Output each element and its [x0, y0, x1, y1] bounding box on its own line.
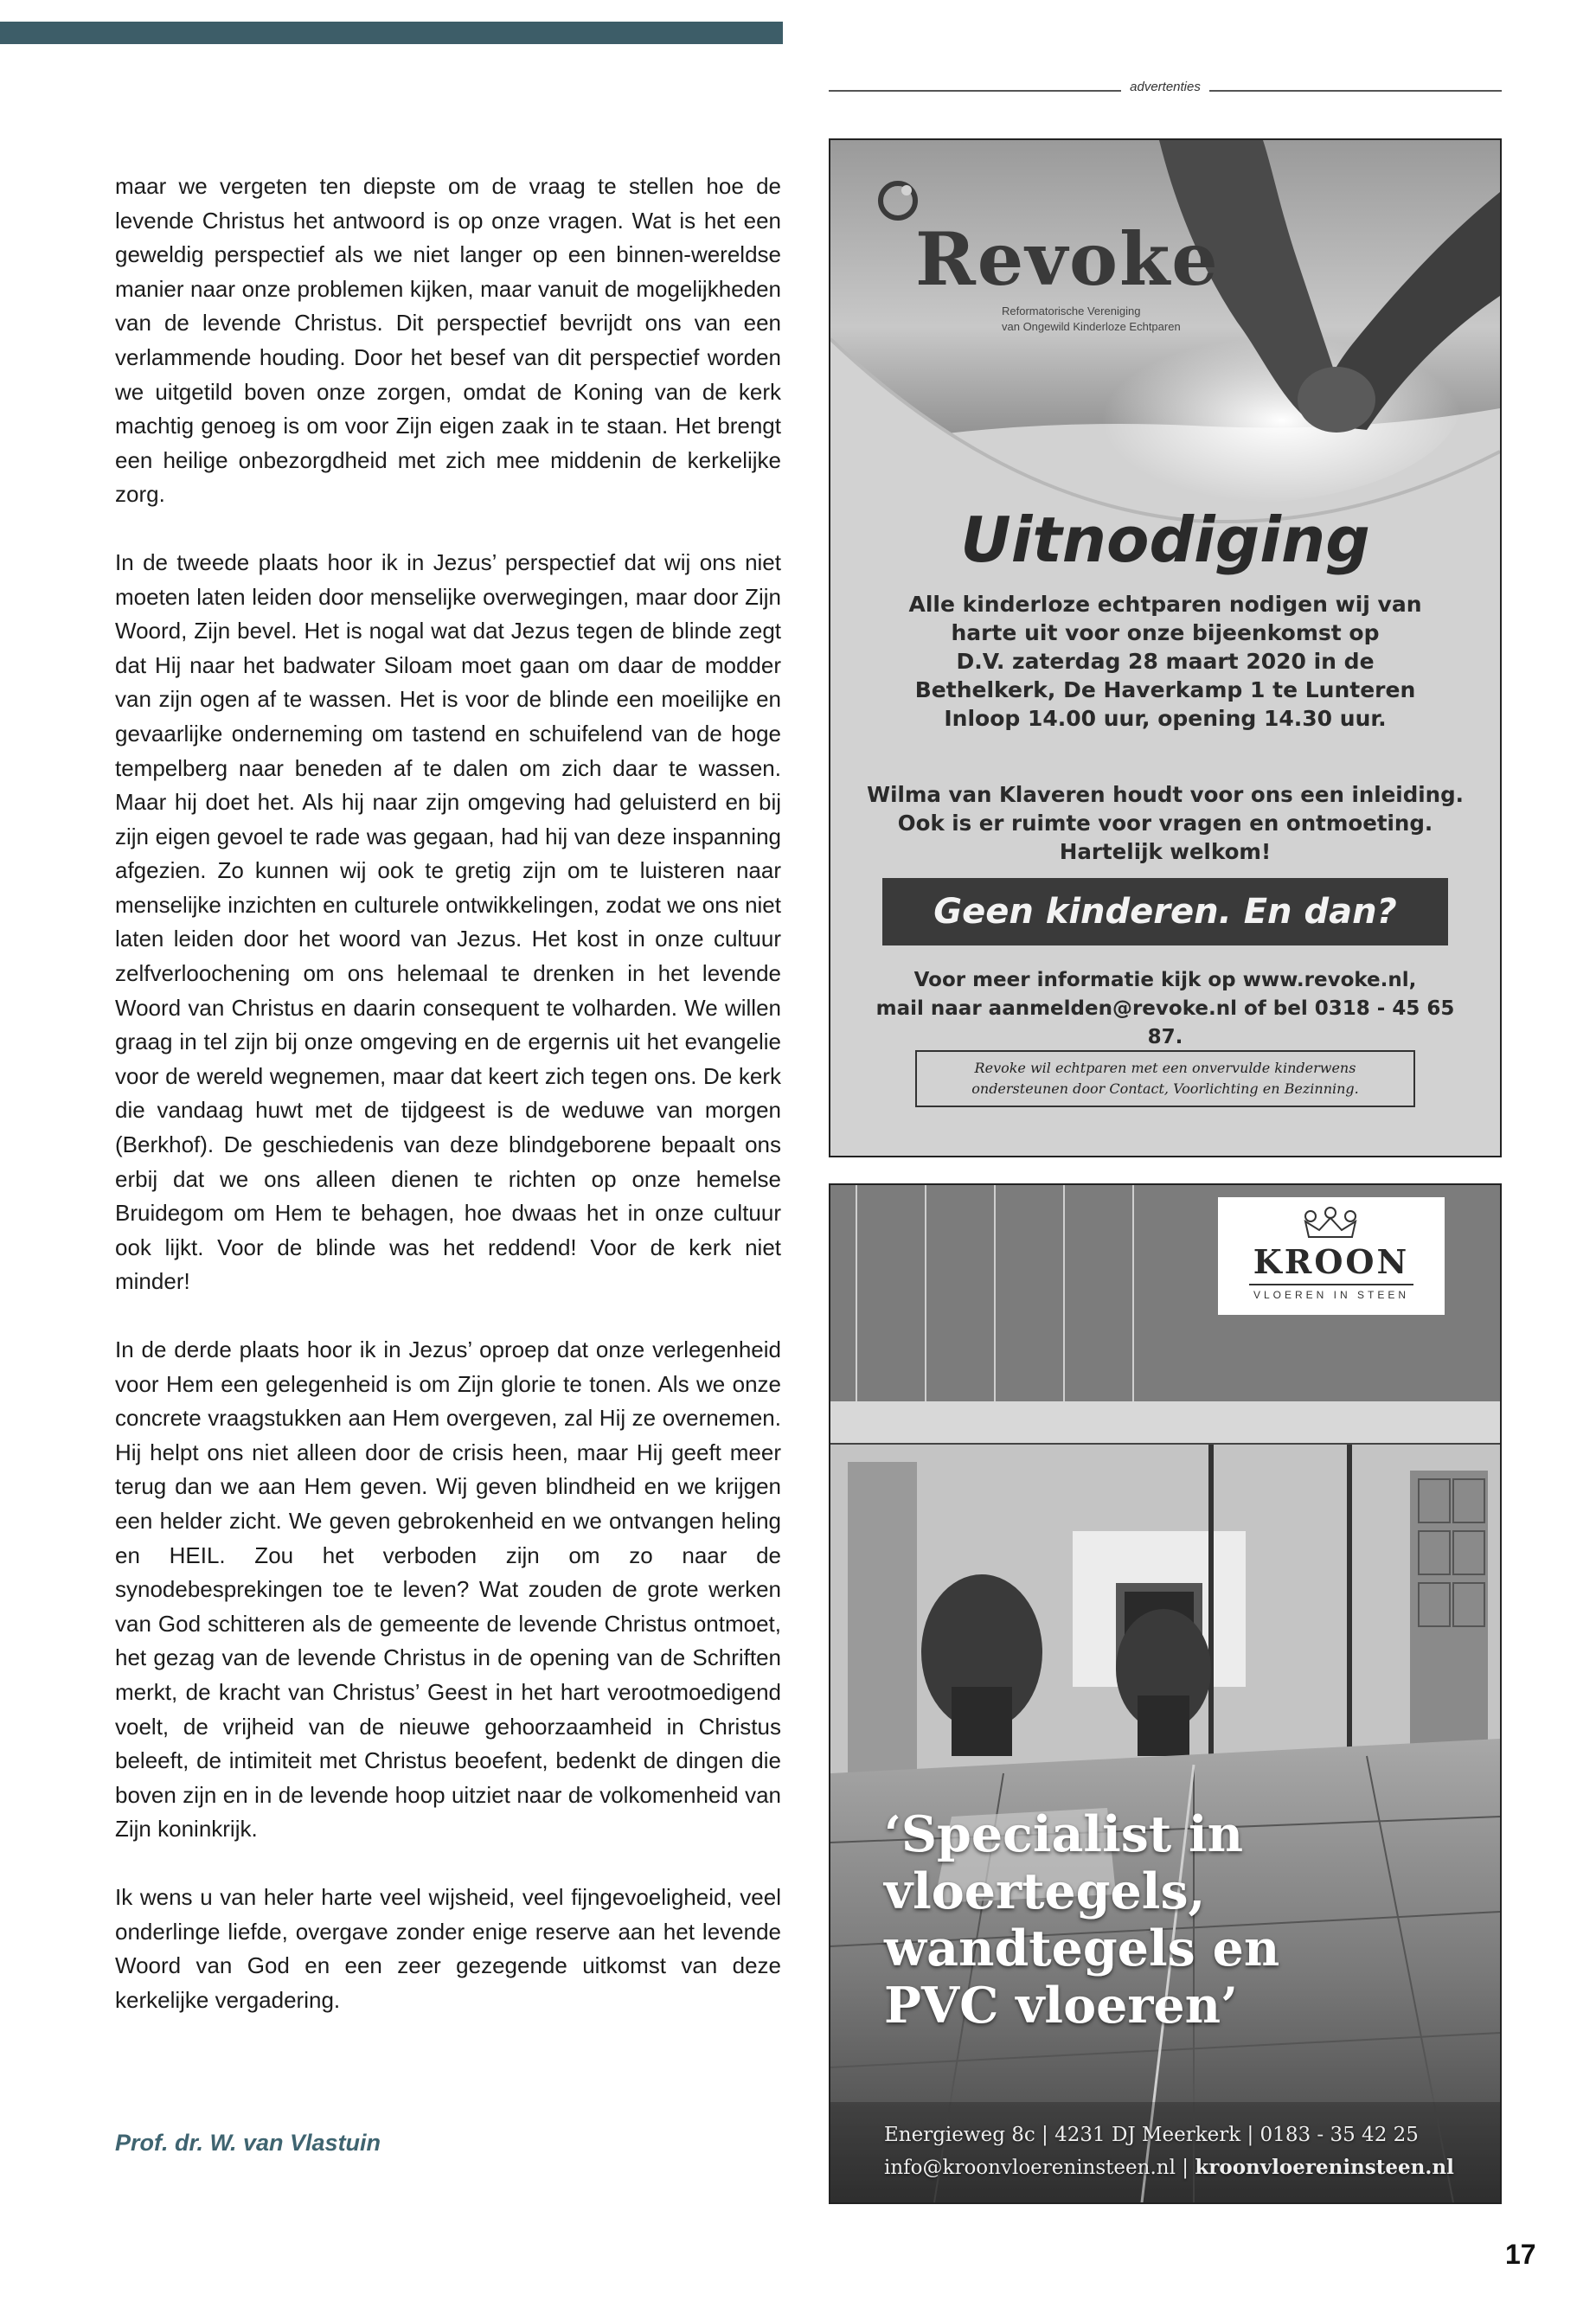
- invitation-line: D.V. zaterdag 28 maart 2020 in de: [956, 649, 1375, 674]
- contact-line: mail naar aanmelden@revoke.nl of bel 0318 - 45 65 87.: [875, 997, 1455, 1048]
- article-author: Prof. dr. W. van Vlastuin: [115, 2130, 381, 2156]
- kroon-website: kroonvloereninsteen.nl: [1195, 2156, 1454, 2179]
- slogan-line: vloertegels,: [884, 1862, 1206, 1920]
- invitation-line: Alle kinderloze echtparen nodigen wij van: [908, 592, 1422, 617]
- showroom-photo: [830, 1185, 1500, 2202]
- kroon-logo-rule: [1249, 1284, 1413, 1285]
- rule-right: [1209, 90, 1502, 92]
- speaker-text: [856, 780, 1474, 866]
- article-body: [115, 170, 781, 2051]
- kroon-slogan: [884, 1806, 1368, 2035]
- speaker-line: Ook is er ruimte voor vragen en ontmoeting.: [897, 811, 1433, 836]
- contact-info: [856, 966, 1474, 1052]
- ad-headline: Uitnodiging: [960, 503, 1370, 576]
- header-accent-bar: [0, 22, 783, 44]
- kroon-logo: [1218, 1197, 1445, 1315]
- slogan-line: ‘Specialist in: [884, 1805, 1244, 1863]
- speaker-line: Wilma van Klaveren houdt voor ons een inleiding.: [867, 782, 1464, 807]
- kroon-advertisement: [829, 1183, 1502, 2204]
- revoke-logo: [874, 175, 1220, 348]
- article-paragraph: In de derde plaats hoor ik in Jezus’ oproep dat onze verlegenheid voor Hem een gelegenheid is om Zijn glorie te tonen. Als we onze concrete vraagstukken aan Hem overgeven, zal Hij ze overnemen. Hij helpt ons niet alleen door de crisis heen, maar Hij geeft meer terug dan we aan Hem geven. Wij geven blindheid en we krijgen een helder zicht. We geven gebrokenheid en we ontvangen heling en HEIL. Zou het verboden zijn om zo naar de synodebesprekingen toe te leven? Wat zouden de grote werken van God schitteren als de gemeente de levende Christus ontmoet, het gezag van de levende Christus in de opening van de Schriften merkt, de kracht van Christus’ Geest in het hart verootmoedigend voelt, de vrijheid van de nieuwe gehoorzaamheid in Christus beleeft, de intimiteit met Christus beoefent, bedenkt de dingen die boven zijn en in de levende hoop uitziet naar de volkomenheid van Zijn koninkrijk.: [115, 1336, 781, 1843]
- revoke-advertisement: [829, 138, 1502, 1157]
- invitation-line: Inloop 14.00 uur, opening 14.30 uur.: [944, 706, 1387, 731]
- mission-line: ondersteunen door Contact, Voorlichting en Bezinning.: [971, 1080, 1359, 1097]
- section-label: [829, 80, 1502, 100]
- kroon-tagline: VLOEREN IN STEEN: [1253, 1289, 1410, 1301]
- invitation-line: harte uit voor onze bijeenkomst op: [951, 620, 1380, 645]
- slogan-line: PVC vloeren’: [884, 1977, 1238, 2035]
- contact-line: Voor meer informatie kijk op www.revoke.nl,: [913, 969, 1417, 991]
- section-label-text: advertenties: [1130, 80, 1201, 94]
- separator: |: [1182, 2157, 1189, 2179]
- revoke-subtitle: van Ongewild Kinderloze Echtparen: [1002, 320, 1181, 333]
- speaker-line: Hartelijk welkom!: [1059, 839, 1272, 864]
- kroon-email: info@kroonvloereninsteen.nl: [884, 2157, 1176, 2179]
- kroon-brand-name: KROON: [1253, 1242, 1410, 1281]
- mission-statement: [915, 1050, 1415, 1107]
- rule-left: [829, 90, 1121, 92]
- revoke-subtitle: Reformatorische Vereniging: [1002, 304, 1141, 317]
- article-paragraph: Ik wens u van heler harte veel wijsheid, veel fijngevoeligheid, veel onderlinge liefde, overgave zonder enige reserve aan het levende Woord van God en een zeer gezegende uitkomst van deze kerkelijke vergadering.: [115, 1883, 781, 2013]
- article-paragraph: maar we vergeten ten diepste om de vraag te stellen hoe de levende Christus het antwoord is op onze vragen. Wat is het een geweldig perspectief als we niet langer op een binnen-wereldse manier naar onze problemen kijken, maar vanuit de mogelijkheden van de levende Christus. Dit perspectief bevrijdt ons van een verlammende houding. Door het besef van dit perspectief worden we uitgetild boven onze zorgen, omdat de Koning van de kerk machtig genoeg is om voor Zijn eigen zaak in te staan. Het brengt een heilige onbezorgdheid met zich mee middenin de kerkelijke zorg.: [115, 173, 781, 508]
- page-number: 17: [1505, 2239, 1536, 2270]
- mission-line: Revoke wil echtparen met een onvervulde kinderwens: [974, 1060, 1356, 1076]
- ad-photo-area: [830, 140, 1500, 555]
- revoke-brand-name: Revoke: [915, 216, 1220, 302]
- invitation-line: Bethelkerk, De Haverkamp 1 te Lunteren: [914, 677, 1416, 702]
- invitation-text: [865, 590, 1465, 733]
- slogan-line: wandtegels en: [884, 1920, 1280, 1977]
- kroon-address: Energieweg 8c | 4231 DJ Meerkerk | 0183 - 35 42 25: [884, 2124, 1419, 2146]
- crown-icon: [1300, 1206, 1361, 1240]
- article-paragraph: In de tweede plaats hoor ik in Jezus’ perspectief dat wij ons niet moeten laten leiden door menselijke overwegingen, maar door Zijn Woord, Zijn bevel. Het is nogal wat dat Jezus tegen de blinde zegt dat Hij naar het badwater Siloam moet gaan om daar de modder van zijn ogen af te wassen. Het is voor de blinde een moeilijke en gevaarlijke onderneming om tastend en schuifelend van de hoge tempelberg naar beneden af te dalen om zich daar te wassen. Maar hij doet het. Als hij naar zijn omgeving had geluisterd en bij zijn eigen gevoel te rade was gegaan, had hij van deze inspanning afgezien. Zo kunnen wij ook te gretig zijn om te luisteren naar menselijke inzichten en culturele ontwikkelingen, zodat we ons niet laten leiden door het woord van Jezus. Het kost in onze cultuur zelfverloochening om ons helemaal te drenken in het levende Woord van Christus en daarin consequent te volharden. We willen graag in tel zijn bij onze omgeving en de ergernis uit het evangelie voor de wereld wegnemen, maar dat keert zich tegen ons. De kerk die vandaag huwt met de tijdgeest is de weduwe van morgen (Berkhof). De geschiedenis van deze blindgeborene bepaalt ons erbij dat we ons alleen dienen te richten op onze hemelse Bruidegom om Hem te behagen, hoe dwaas het in onze cultuur ook lijkt. Voor de blinde was het reddend! Voor de kerk niet minder!: [115, 548, 781, 1295]
- kroon-web-contact: [884, 2156, 1454, 2179]
- ad-banner: Geen kinderen. En dan?: [882, 878, 1448, 945]
